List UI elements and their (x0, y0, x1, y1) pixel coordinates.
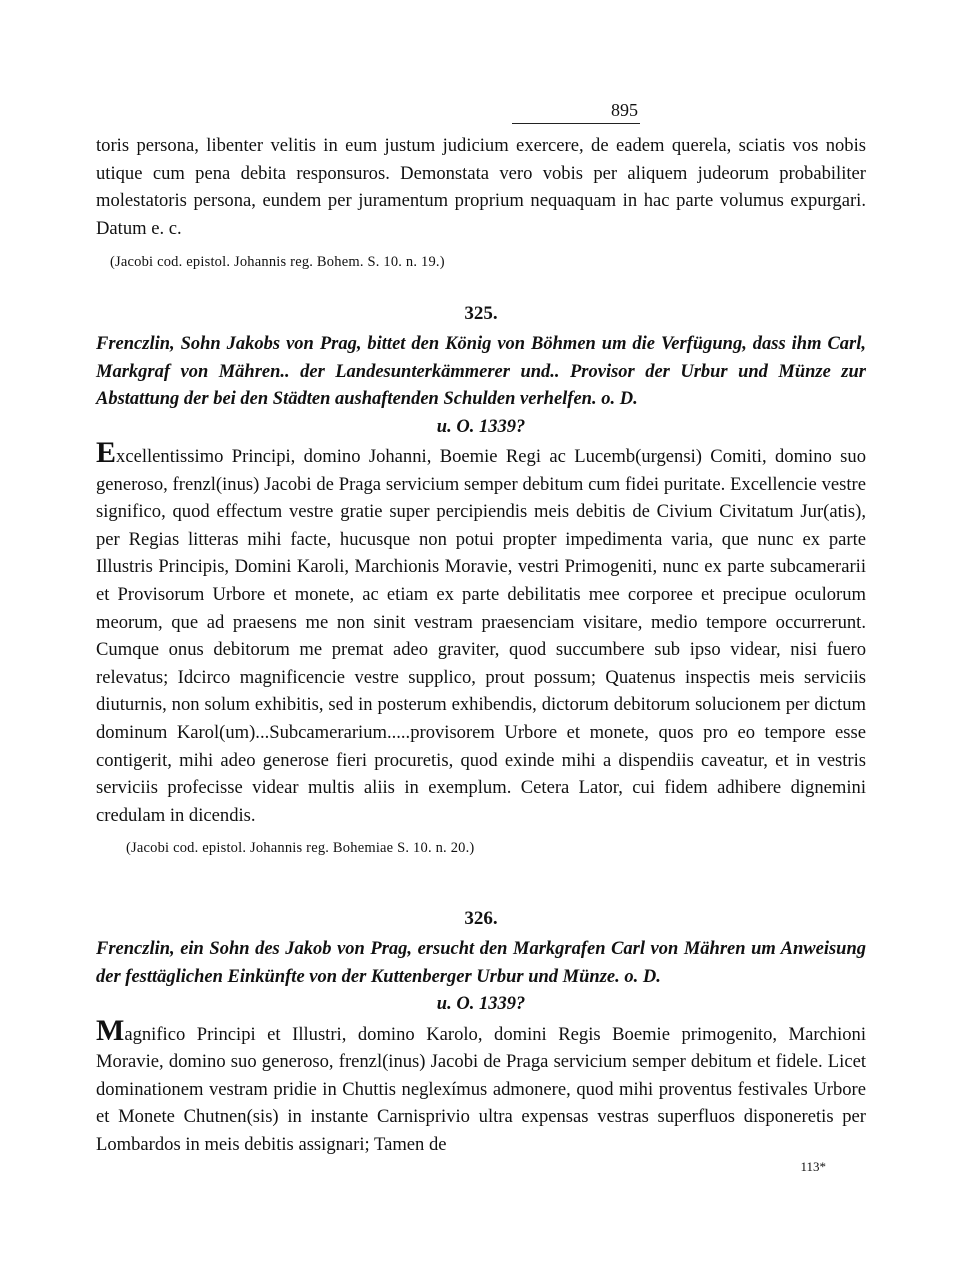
header-text-325: Frenczlin, Sohn Jakobs von Prag, bittet den König von Böhmen um die Verfügung, dass ihm Carl, Markgraf von Mähren.. der Landesunterkämmerer und.. Provisor der Urbur und Münze zur Abstattung der bei den Städten aushaftenden Schulden verhelfen. o. D. (96, 334, 866, 410)
header-rule (512, 123, 640, 124)
letter-text-326: agnifico Principi et Illustri, domino Karolo, domini Regis Boemie primogenito, Marchioni Moravie, domino suo generoso, frenzl(inus) Jacobi de Praga servicium semper debitum et fidele. Licet dominationem vestram pridie in Chuttis neglexímus admonere, quod mihi proventus festivales Urbore et Monete Chutnen(sis) in instante Carnisprivio ultra expensas vestras superfluos disponeretis per Lombardos in meis debitis assignari; Tamen de (96, 1023, 866, 1155)
letter-body-325 (96, 436, 866, 829)
drop-initial-326: M (96, 1013, 125, 1047)
source-citation-1: (Jacobi cod. epistol. Johannis reg. Bohem. S. 10. n. 19.) (110, 254, 445, 271)
header-text-326: Frenczlin, ein Sohn des Jakob von Prag, ersucht den Markgrafen Carl von Mähren um Anweisung der festtäglichen Einkünfte von der Kuttenberger Urbur und Münze. o. D. (96, 939, 866, 987)
source-citation-2: (Jacobi cod. epistol. Johannis reg. Bohemiae S. 10. n. 20.) (126, 840, 475, 857)
drop-initial-325: E (96, 436, 117, 469)
header-date-325: u. O. 1339? (436, 416, 526, 437)
page-number: 895 (611, 100, 638, 120)
document-number-325: 325. (464, 303, 498, 325)
document-page (96, 100, 866, 1175)
document-header-326 (96, 936, 866, 1018)
signature-mark: 113* (800, 1158, 826, 1174)
document-number-326: 326. (464, 908, 498, 930)
header-date-326: u. O. 1339? (436, 994, 526, 1015)
letter-text-325: xcellentissimo Principi, domino Johanni, Boemie Regi ac Lucemb(urgensi) Comiti, domino suo generoso, frenzl(inus) Jacobi de Praga servicium semper debitum cum fidei puritate. Excellencie vestre significo, quod effectum vestre gratie super percipiendis meis debitis de Civium Civitatum Jur(atis), per Regias litteras mihi facte, hucusque non potui propter impedimenta varia, que nunc ex parte Illustris Principis, Domini Karoli, Marchionis Moravie, vestri Primogeniti, nunc ex parte subcamerarii et Provisorum Urbore et monete, ac etiam ex parte debilitatis mee corporee et precipue oculorum meorum, que ad praesens me non sinit vestram praesenciam visitare, medio tempore occurrerunt. Cumque onus debitorum me premat adeo graviter, quod succumbere sub ipso videar, nisi fuero relevatus; Idcirco magnificencie vestre supplico, prout possum; Quatenus inspectis meis serviciis diuturnis, non solum exhibitis, sed in posterum exhibendis, dictorum debitorum solucionem per dictum dominum Karol(um)...Subcamerarium.....provisorem Urbore et monete, quos pro eo tempore esse contigerit, mihi adeo generose fieri procuretis, quod exinde mihi a dispendiis caveatur, et in vestris serviciis profecisse videar multis aliis in exemplum. Cetera Lator, cui fidem adhibere dignemini credulam in dicendis. (96, 446, 866, 826)
letter-body-326 (96, 1013, 866, 1159)
document-header-325 (96, 331, 866, 441)
opening-paragraph: toris persona, libenter velitis in eum justum judicium exercere, de eadem querela, sciatis vos nobis utique cum pena debita responsuros. Demonstata vero vobis per aliquem judeorum probabiliter molestatoris persona, eundem per juramentum proprium nequaquam in hac parte volumus expurgari. Datum e. c. (96, 135, 866, 239)
